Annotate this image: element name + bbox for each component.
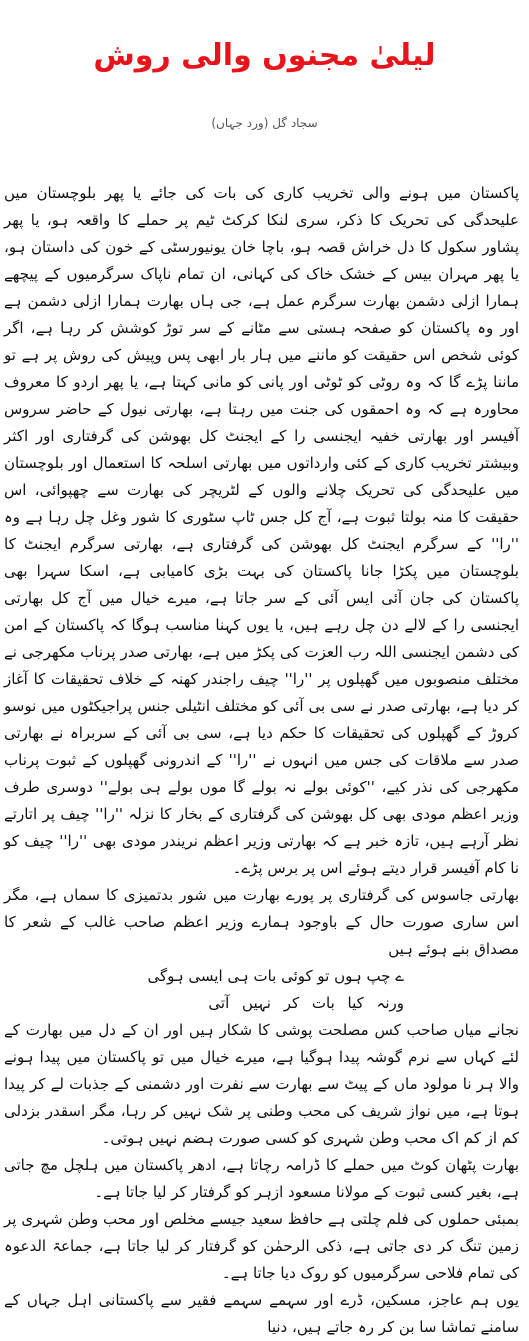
article-title: لیلیٰ مجنوں والی روش xyxy=(93,38,436,73)
article-paragraph: یوں ہم عاجز، مسکین، ڈرے اور سہمے سہمے فقیر سے پاکستانی اہل جہاں کے سامنے تماشا سا بن کر رہ جاتے ہیں، دنیا xyxy=(4,1291,519,1336)
poetry-couplet xyxy=(4,963,519,1017)
article-paragraph: بھارتی جاسوس کی گرفتاری پر پورے بھارت میں شور بدتمیزی کا سماں ہے، مگر اس ساری صورت حال کے باوجود ہمارے وزیر اعظم صاحب غالب کے شعر کا مصداق بنے ہوئے ہیں xyxy=(4,886,519,958)
verse-line: ورنہ کیا بات کر نہیں آتی xyxy=(208,994,404,1012)
article-byline: سجاد گل (ورد جہاں) xyxy=(211,116,318,130)
article-body xyxy=(4,180,519,1341)
article-paragraph: پاکستان میں ہونے والی تخریب کاری کی بات کی جائے یا پھر بلوچستان میں علیحدگی کی تحریک کا ذکر، سری لنکا کرکٹ ٹیم پر حملے کا واقعہ ہو، یا پھر پشاور سکول کا دل خراش قصہ ہو، باچا خان یونیورسٹی کے خون کی داستان ہو، یا پھر مہران بیس کے خشک خاک کی کہانی، ان تمام ناپاک سرگرمیوں کے پیچھے ہمارا ازلی دشمن بھارت سرگرم عمل ہے، جی ہاں بھارت ہمارا ازلی دشمن ہے اور وہ پاکستان کو صفحہ ہستی سے مٹانے کے سر توڑ کوشش کر رہا ہے، اگر کوئی شخص اس حقیقت کو ماننے میں ہار بار ابھی پس وپیش کی روش پر ہے تو ماننا پڑے گا کہ وہ روٹی کو ٹوٹی اور پانی کو مانی کہتا ہے، یا پھر اردو کا معروف محاورہ ہے کہ وہ احمقوں کی جنت میں رہتا ہے، بھارتی نیول کے حاضر سروس آفیسر اور بھارتی خفیہ ایجنسی را کے ایجنٹ کل بھوشن کی گرفتاری اور اکثر وبیشتر تخریب کاری کے کئی وارداتوں میں بھارتی اسلحہ کا استعمال اور بلوچستان میں علیحدگی کی تحریک چلانے والوں کے لٹریچر کی بھارت سے چھپوائی، اس حقیقت کا منہ بولتا ثبوت ہے، آج کل جس ٹاپ سٹوری کا شور وغل چل رہا ہے وہ ''را'' کے سرگرم ایجنٹ کل بھوشن کی گرفتاری ہے، بھارتی سرگرم ایجنٹ کا بلوچستان میں پکڑا جانا پاکستان کی بہت بڑی کامیابی ہے، اسکا سہرا بھی پاکستان کی جان آئی ایس آئی کے سر جاتا ہے، میرے خیال میں آج کل بھارتی ایجنسی را کے لالے دن چل رہے ہیں، یا یوں کہنا مناسب ہوگا کہ پاکستان کے امن کی دشمن ایجنسی اللہ رب العزت کی پکڑ میں ہے، بھارتی صدر پرناب مکھرجی نے مختلف منصوبوں میں گھپلوں پر ''را'' چیف راجندر کھنہ کے خلاف تحقیقات کا آغاز کر دیا ہے، بھارتی صدر نے سی بی آئی کو مختلف انٹیلی جنس پراجیکٹوں میں نوسو کروڑ کے گھپلوں کی تحقیقات کا حکم دیا ہے، سی بی آئی کے سربراہ نے بھارتی صدر سے ملاقات کی جس میں انہوں نے ''را'' کے اندرونی گھپلوں کے ثبوت پرناب مکھرجی کی نذر کیے، ''کوئی بولے نہ بولے گا موں بولے ہی بولے'' دوسری طرف وزیر اعظم مودی بھی کل بھوشن کی گرفتاری کے بخار کا نزلہ ''را'' چیف پر اتارتے نظر آرہے ہیں، تازہ خبر ہے کہ بھارتی وزیر اعظم نریندر مودی بھی ''را'' چیف کو نا کام آفیسر قرار دیتے ہوئے اس پر برس پڑے۔ xyxy=(4,184,519,877)
article-paragraph: نجانے میاں صاحب کس مصلحت پوشی کا شکار ہیں اور ان کے دل میں بھارت کے لئے کہاں سے نرم گوشہ پیدا ہوگیا ہے، میرے خیال میں تو پاکستان میں پیدا ہونے والا ہر نا مولود ماں کے پیٹ سے بھارت سے نفرت اور دشمنی کے جذبات لے کر پیدا ہوتا ہے، میں نواز شریف کی محب وطنی پر شک نہیں کر رہا، مگر اسقدر بزدلی کم از کم اک محب وطن شہری کو کسی صورت ہضم نہیں ہوتی۔ xyxy=(4,1021,519,1147)
article-paragraph: بمبئی حملوں کی فلم چلتی ہے حافظ سعید جیسے مخلص اور محب وطن شہری پر زمین تنگ کر دی جاتی ہے، ذکی الرحمٰن کو گرفتار کر لیا جاتا ہے، جماعۃ الدعوہ کی تمام فلاحی سرگرمیوں کو روک دیا جاتا ہے۔ xyxy=(4,1210,519,1282)
verse-line: ے چپ ہوں تو کوئی بات ہی ایسی ہوگی xyxy=(147,967,404,985)
article-paragraph: بھارت پٹھان کوٹ میں حملے کا ڈرامہ رچاتا ہے، ادھر پاکستان میں ہلچل مچ جاتی ہے، بغیر کسی ثبوت کے مولانا مسعود ازہر کو گرفتار کر لیا جاتا ہے۔ xyxy=(4,1156,519,1201)
